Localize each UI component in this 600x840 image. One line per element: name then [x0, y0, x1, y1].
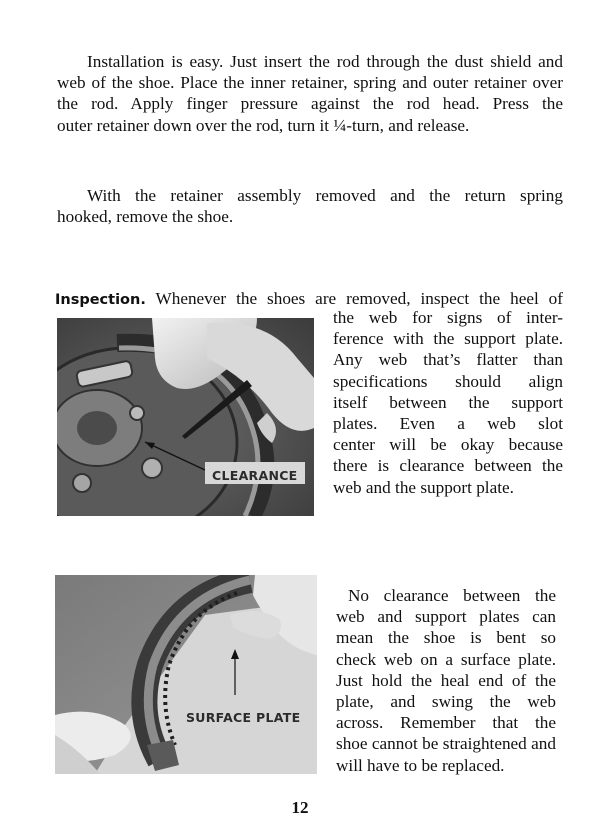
inspection-heading: Inspection. — [55, 292, 146, 308]
text-line: specifications should align — [333, 371, 563, 391]
text-line: the web for signs of inter- — [333, 308, 563, 327]
text-line: ference with the support plate. — [333, 329, 563, 349]
text-line: hooked, remove the shoe. — [57, 207, 234, 227]
text-line: across. Remember that the — [336, 713, 556, 733]
text-line: mean the shoe is bent so — [336, 628, 556, 648]
text-line: shoe cannot be straightened and — [336, 734, 556, 754]
text-line: outer retainer down over the rod, turn it ¼-turn, and release. — [57, 115, 470, 135]
text-line: With the retainer assembly removed and the return spring — [87, 186, 563, 205]
text-line: web and the support plate. — [333, 477, 514, 497]
text-line: check web on a surface plate. — [336, 649, 556, 669]
inspection-paragraph-wrap — [333, 307, 563, 498]
text-line: Any web that’s flatter than — [333, 350, 563, 370]
clearance-label: CLEARANCE — [212, 468, 298, 483]
text-line: itself between the support — [333, 392, 563, 412]
clearance-paragraph — [336, 585, 556, 776]
text-line: there is clearance between the — [333, 456, 563, 476]
text-line: plate, and swing the web — [336, 692, 556, 712]
page-number: 12 — [291, 798, 309, 817]
text-line: will have to be replaced. — [336, 755, 505, 775]
removal-paragraph — [57, 185, 563, 227]
text-line: Installation is easy. Just insert the rod through the dust shield and — [87, 52, 563, 71]
surface-plate-photo — [55, 575, 317, 774]
surface-plate-label: SURFACE PLATE — [186, 710, 301, 725]
text-line: web of the shoe. Place the inner retainer, spring and outer retainer over — [57, 73, 563, 93]
brake-assembly-illustration — [57, 318, 314, 516]
clearance-photo — [57, 318, 314, 516]
text-line: plates. Even a web slot — [333, 414, 563, 434]
text-line: Just hold the heal end of the — [336, 670, 556, 690]
text-line: No clearance between the — [348, 586, 556, 605]
text-line: the rod. Apply finger pressure against the rod head. Press the — [57, 94, 563, 114]
installation-paragraph — [57, 51, 563, 136]
inspection-first-line: Whenever the shoes are removed, inspect the heel of — [155, 289, 563, 308]
text-line: web and support plates can — [336, 607, 556, 627]
text-line: center will be okay because — [333, 435, 563, 455]
surface-plate-illustration — [55, 575, 317, 774]
